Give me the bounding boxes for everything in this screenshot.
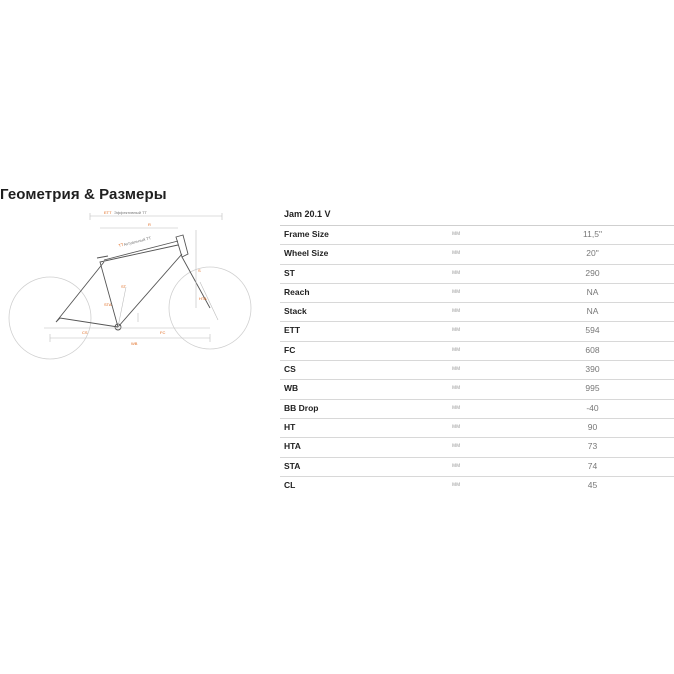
row-label: FC: [284, 344, 296, 355]
table-row: [280, 360, 674, 379]
row-value: -40: [586, 402, 599, 413]
s-label: S: [198, 268, 201, 273]
row-label: ST: [284, 267, 295, 278]
table-row: [280, 302, 674, 321]
ett-label: ЕТТ: [104, 210, 112, 215]
hta-label: HTA: [199, 296, 207, 301]
row-value: 290: [585, 267, 600, 278]
row-label: CS: [284, 364, 296, 375]
bike-geometry-diagram: [0, 210, 262, 360]
row-label: WB: [284, 383, 299, 394]
row-label: BB Drop: [284, 402, 319, 413]
cs-label: CS: [82, 330, 88, 335]
ett-desc: Эффективный ТТ: [114, 210, 147, 215]
row-unit: мм: [452, 327, 461, 334]
row-unit: мм: [452, 269, 461, 276]
wb-label: WB: [131, 341, 138, 346]
table-row: [280, 225, 674, 244]
row-unit: мм: [452, 481, 461, 488]
table-row: [280, 399, 674, 418]
rear-wheel: [9, 277, 91, 359]
row-value: 995: [585, 383, 600, 394]
row-unit: мм: [452, 250, 461, 257]
dimension-lines: [44, 213, 222, 342]
row-value: 608: [585, 344, 600, 355]
page-title: Геометрия & Размеры: [0, 186, 167, 203]
sta-label: STA: [104, 302, 112, 307]
table-row: [280, 418, 674, 437]
fc-label: FC: [160, 330, 166, 335]
row-unit: мм: [452, 308, 461, 315]
row-unit: мм: [452, 462, 461, 469]
model-name: Jam 20.1 V: [284, 209, 331, 219]
row-label: STA: [284, 460, 301, 471]
row-value: 11,5": [583, 229, 602, 239]
table-row: [280, 264, 674, 283]
row-unit: мм: [452, 385, 461, 392]
row-value: 73: [587, 441, 598, 452]
row-value: NA: [586, 286, 599, 297]
row-label: ETT: [284, 325, 301, 336]
row-label: Wheel Size: [284, 248, 329, 259]
row-unit: мм: [452, 443, 461, 450]
row-label: Stack: [284, 306, 307, 317]
row-unit: мм: [452, 366, 461, 373]
row-unit: мм: [452, 231, 461, 237]
table-row: [280, 283, 674, 302]
row-value: 74: [587, 460, 598, 471]
row-label: CL: [284, 479, 296, 490]
table-row: [280, 341, 674, 360]
row-unit: мм: [452, 346, 461, 353]
table-row: [280, 321, 674, 340]
table-row: [280, 437, 674, 456]
r-label: R: [148, 222, 151, 227]
row-label: HTA: [284, 441, 301, 452]
row-label: Frame Size: [284, 229, 329, 239]
st-label: ST: [121, 284, 127, 289]
row-value: 45: [587, 479, 598, 490]
row-unit: мм: [452, 404, 461, 411]
row-value: 390: [585, 364, 600, 375]
frame-outline: [56, 235, 210, 330]
row-value: 20": [586, 248, 599, 259]
row-label: HT: [284, 421, 296, 432]
row-unit: мм: [452, 288, 461, 295]
geometry-table: [280, 225, 674, 495]
table-row: [280, 457, 674, 476]
row-value: 594: [585, 325, 600, 336]
row-value: 90: [587, 421, 598, 432]
row-value: NA: [586, 306, 599, 317]
row-unit: мм: [452, 423, 461, 430]
tt-desc: Актуальный ТТ: [123, 235, 152, 247]
row-label: Reach: [284, 286, 310, 297]
table-row: [280, 379, 674, 398]
tt-label: ТТ: [118, 241, 124, 248]
table-row: [280, 476, 674, 495]
table-row: [280, 244, 674, 263]
